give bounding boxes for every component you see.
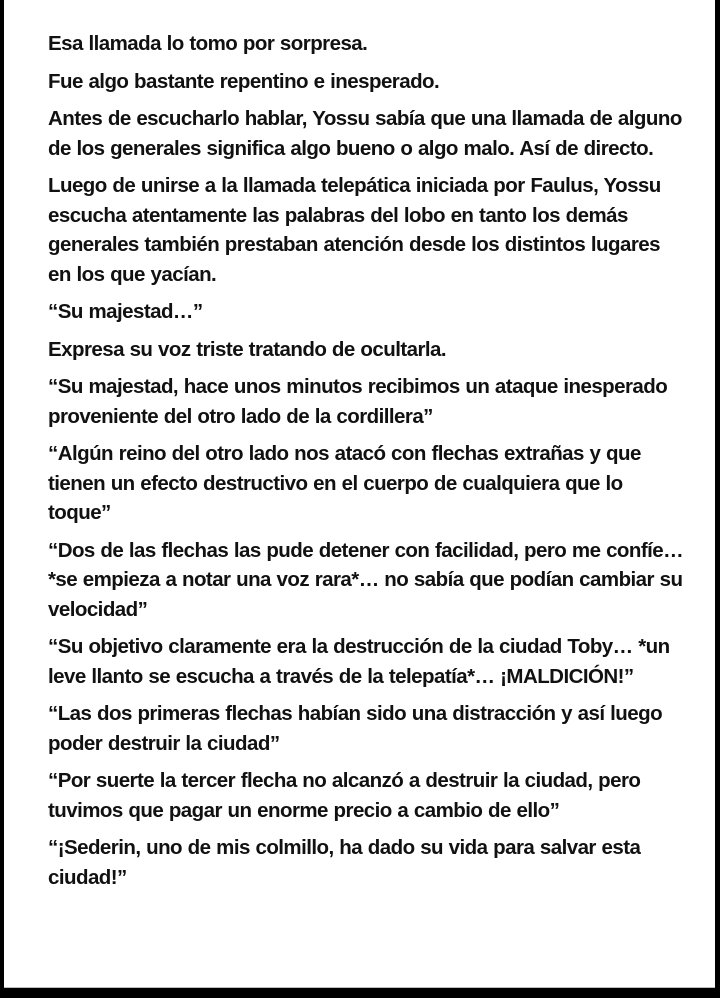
paragraph: “Dos de las flechas las pude detener con facilidad, pero me confíe… *se empieza a notar una voz rara*… no sabía que podían cambiar su velocidad” (48, 538, 684, 621)
paragraph: “Su objetivo claramente era la destrucción de la ciudad Toby… *un leve llanto se escucha a través de la telepatía*… ¡MALDICIÓN!” (48, 635, 670, 688)
paragraph: “¡Sederin, uno de mis colmillo, ha dado su vida para salvar esta ciudad!” (48, 836, 641, 889)
paragraph: “Algún reino del otro lado nos atacó con flechas extrañas y que tienen un efecto destructivo en el cuerpo de cualquiera que lo toque” (48, 442, 641, 524)
document-body (48, 29, 688, 900)
paragraph: Esa llamada lo tomo por sorpresa. (48, 32, 368, 55)
document-page (4, 0, 715, 988)
paragraph: Fue algo bastante repentino e inesperado. (48, 69, 440, 93)
paragraph: “Por suerte la tercer flecha no alcanzó a destruir la ciudad, pero tuvimos que pagar un enorme precio a cambio de ello” (48, 769, 641, 822)
paragraph: Antes de escucharlo hablar, Yossu sabía que una llamada de alguno de los generales significa algo bueno o algo malo. Así de directo. (48, 107, 682, 160)
paragraph: “Su majestad, hace unos minutos recibimos un ataque inesperado proveniente del otro lado de la cordillera” (48, 375, 668, 428)
paragraph: Luego de unirse a la llamada telepática iniciada por Faulus, Yossu escucha atentamente las palabras del lobo en tanto los demás generales también prestaban atención desde los distintos lugares en los que yacían. (48, 174, 661, 286)
paragraph: “Su majestad…” (48, 300, 203, 323)
paragraph: “Las dos primeras flechas habían sido una distracción y así luego poder destruir la ciudad” (48, 702, 663, 755)
paragraph: Expresa su voz triste tratando de ocultarla. (48, 337, 447, 361)
